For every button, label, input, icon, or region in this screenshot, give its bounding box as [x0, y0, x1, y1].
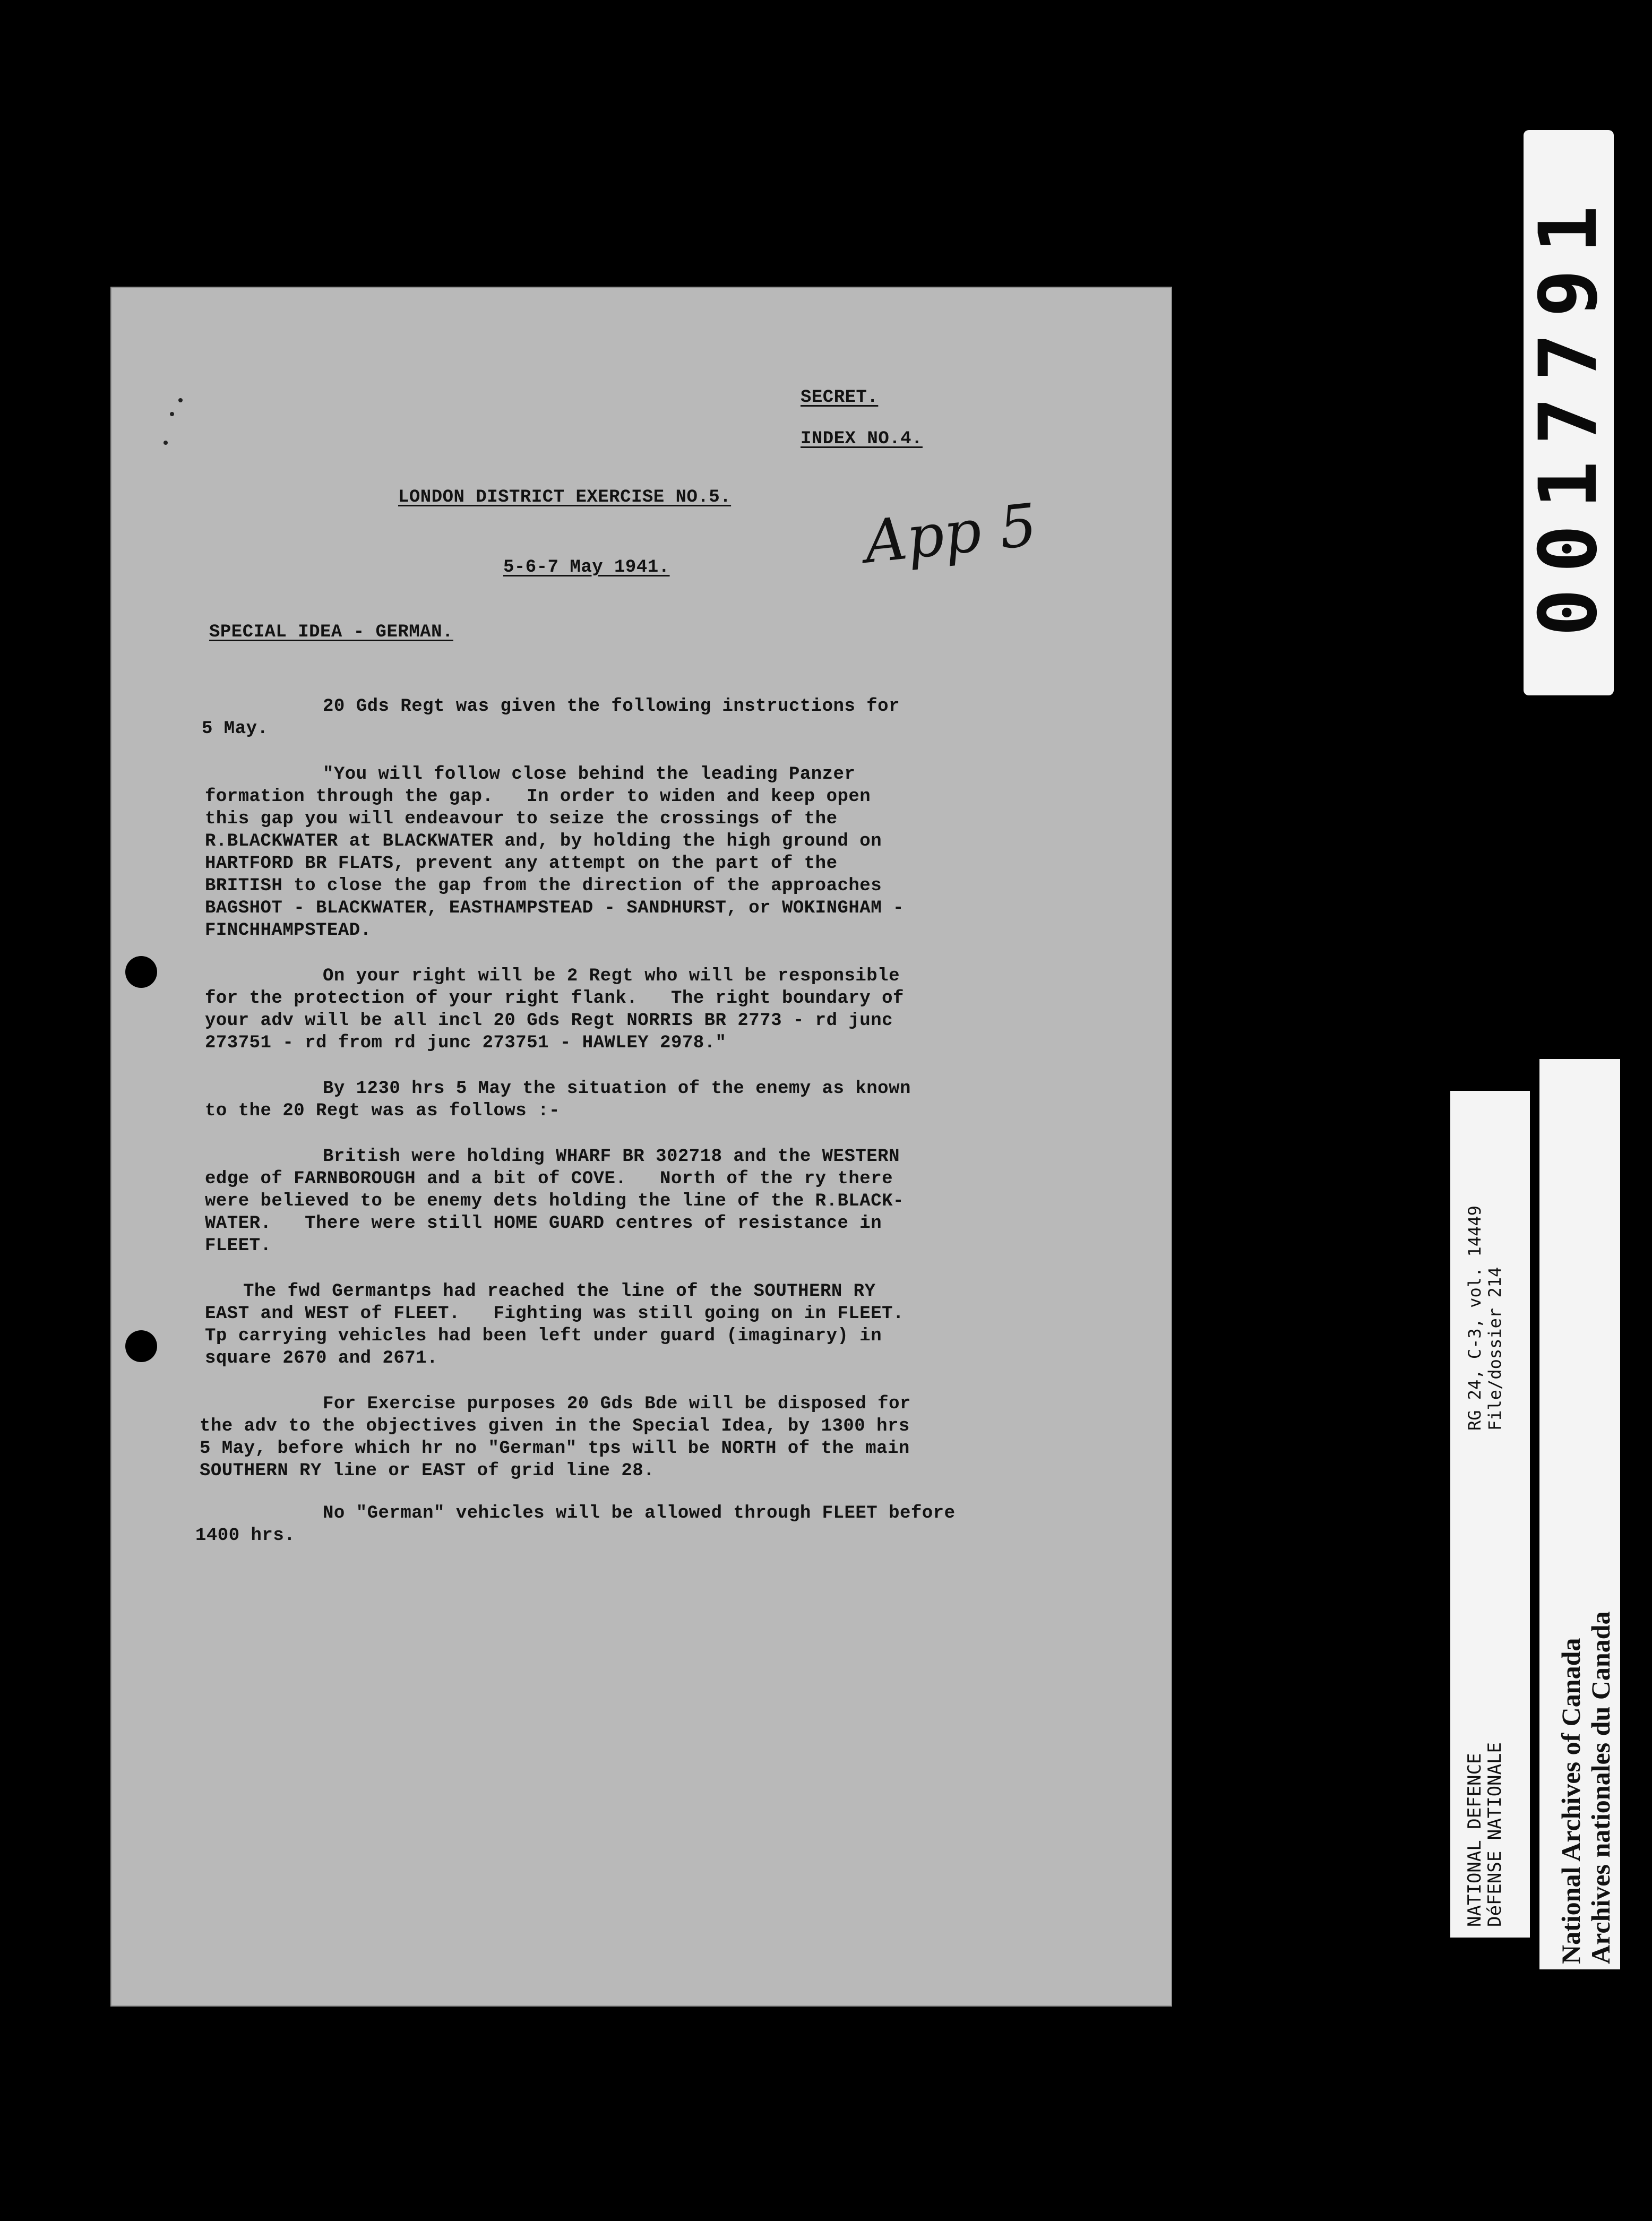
- paragraph-line: your adv will be all incl 20 Gds Regt NORRIS BR 2773 - rd junc: [205, 1011, 893, 1031]
- paragraph-line: FLEET.: [205, 1236, 272, 1256]
- paragraph-line: "You will follow close behind the leading Panzer: [323, 764, 856, 785]
- punch-hole: [125, 956, 157, 988]
- paragraph-line: square 2670 and 2671.: [205, 1348, 438, 1368]
- paragraph-line: the adv to the objectives given in the Special Idea, by 1300 hrs: [200, 1416, 910, 1436]
- paragraph-line: edge of FARNBOROUGH and a bit of COVE. North of the ry there: [205, 1169, 893, 1189]
- speck: [164, 441, 168, 445]
- paragraph-line: By 1230 hrs 5 May the situation of the enemy as known: [323, 1079, 911, 1099]
- paragraph-line: SOUTHERN RY line or EAST of grid line 28.: [200, 1461, 655, 1481]
- handwritten-annotation: App 5: [861, 490, 1040, 576]
- paragraph-line: Tp carrying vehicles had been left under guard (imaginary) in: [205, 1326, 882, 1346]
- department-reference-label: [1450, 1091, 1530, 1938]
- paragraph-line: BAGSHOT - BLACKWATER, EASTHAMPSTEAD - SANDHURST, or WOKINGHAM -: [205, 898, 904, 918]
- paragraph-line: to the 20 Regt was as follows :-: [205, 1101, 560, 1121]
- department-name-en: NATIONAL DEFENCE: [1464, 1753, 1485, 1927]
- archive-label: [1539, 1059, 1620, 1969]
- punch-hole: [125, 1330, 157, 1362]
- paragraph-line: 20 Gds Regt was given the following instructions for: [323, 696, 900, 717]
- speck: [178, 398, 183, 402]
- speck: [170, 412, 174, 416]
- paragraph-line: 1400 hrs.: [195, 1526, 296, 1546]
- frame-number-stamp: [1524, 130, 1614, 695]
- index-number: INDEX NO.4.: [801, 429, 923, 449]
- paragraph-line: The fwd Germantps had reached the line of the SOUTHERN RY: [243, 1281, 876, 1302]
- department-name-fr: DéFENSE NATIONALE: [1484, 1742, 1505, 1927]
- frame-number: 0017791: [1522, 189, 1615, 636]
- paragraph-line: EAST and WEST of FLEET. Fighting was still going on in FLEET.: [205, 1304, 904, 1324]
- paragraph-line: BRITISH to close the gap from the direction of the approaches: [205, 876, 882, 896]
- file-dossier-reference: File/dossier 214: [1485, 1267, 1505, 1431]
- classification-marking: SECRET.: [801, 388, 879, 408]
- paragraph-line: this gap you will endeavour to seize the crossings of the: [205, 809, 838, 829]
- paragraph-line: for the protection of your right flank. The right boundary of: [205, 988, 904, 1009]
- paragraph-line: On your right will be 2 Regt who will be responsible: [323, 966, 900, 986]
- paragraph-line: were believed to be enemy dets holding the line of the R.BLACK-: [205, 1191, 904, 1211]
- paragraph-line: WATER. There were still HOME GUARD centres of resistance in: [205, 1213, 882, 1234]
- document-date: 5-6-7 May 1941.: [503, 557, 670, 578]
- archive-name-fr: Archives nationales du Canada: [1586, 1611, 1615, 1964]
- paragraph-line: R.BLACKWATER at BLACKWATER and, by holding the high ground on: [205, 831, 882, 851]
- paragraph-line: No "German" vehicles will be allowed through FLEET before: [323, 1503, 956, 1523]
- paragraph-line: formation through the gap. In order to widen and keep open: [205, 787, 871, 807]
- paragraph-line: 5 May, before which hr no "German" tps will be NORTH of the main: [200, 1439, 910, 1459]
- paragraph-line: 5 May.: [202, 719, 269, 739]
- paragraph-line: For Exercise purposes 20 Gds Bde will be disposed for: [323, 1394, 911, 1414]
- document-title: LONDON DISTRICT EXERCISE NO.5.: [398, 487, 732, 507]
- paragraph-line: British were holding WHARF BR 302718 and the WESTERN: [323, 1147, 900, 1167]
- document-page: [110, 287, 1172, 2007]
- paragraph-line: HARTFORD BR FLATS, prevent any attempt on the part of the: [205, 854, 838, 874]
- paragraph-line: FINCHHAMPSTEAD.: [205, 920, 372, 941]
- section-heading: SPECIAL IDEA - GERMAN.: [209, 622, 453, 642]
- archive-name-en: National Archives of Canada: [1556, 1638, 1586, 1964]
- paragraph-line: 273751 - rd from rd junc 273751 - HAWLEY 2978.": [205, 1033, 727, 1053]
- record-group-reference: RG 24, C-3, vol. 14449: [1465, 1206, 1485, 1431]
